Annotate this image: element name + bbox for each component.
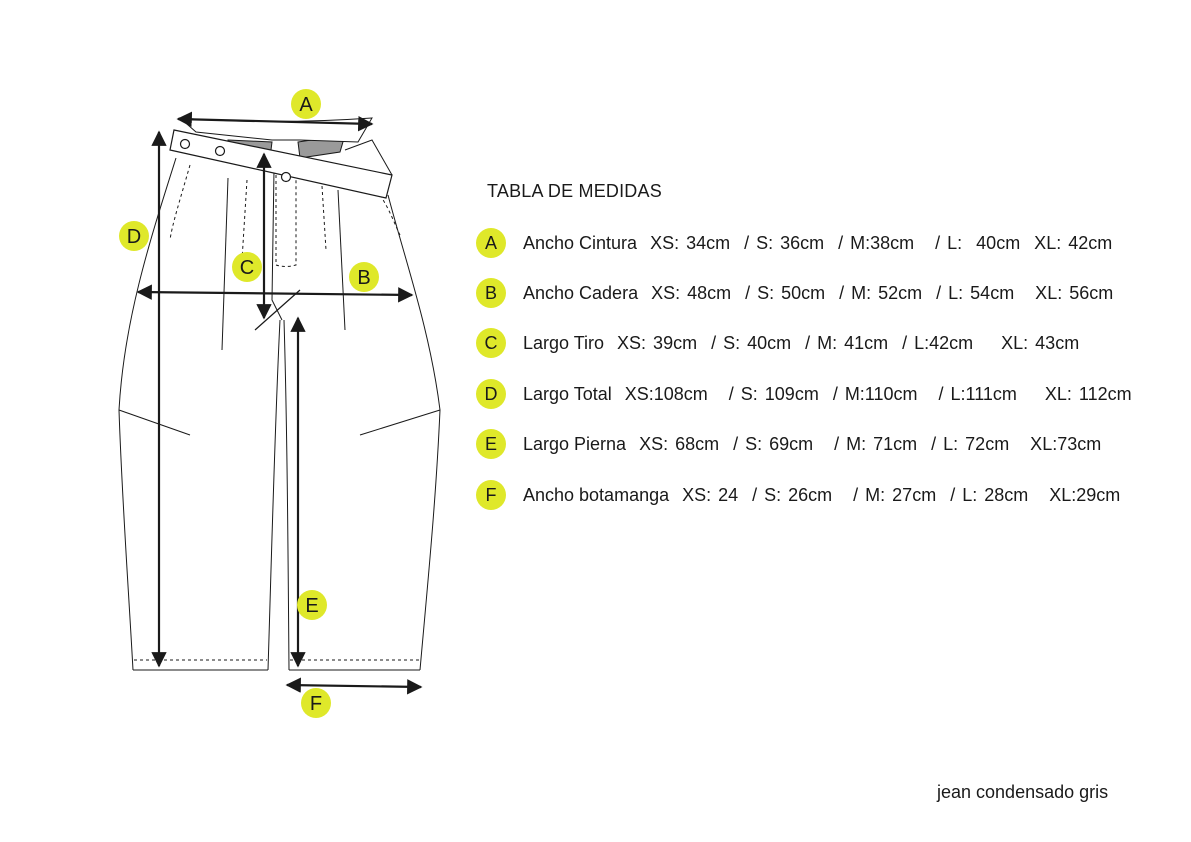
row-e-badge: E (476, 429, 506, 459)
badge-b (349, 262, 379, 292)
fly-stitching (276, 175, 296, 267)
row-f-label: Ancho botamanga (523, 484, 670, 505)
badge-a (291, 89, 321, 119)
arrow-f-hem-width (287, 685, 421, 687)
measurement-arrows (138, 119, 421, 687)
button-2 (216, 147, 225, 156)
badge-c (232, 252, 262, 282)
row-d-values: XS:108cm / S: 109cm / M:110cm / L:111cm XL: 112cm (624, 383, 1132, 404)
row-e-values: XS: 68cm / S: 69cm / M: 71cm / L: 72cm XL:73cm (639, 433, 1102, 454)
product-name: jean condensado gris (937, 782, 1109, 802)
right-leg-inner-seam (284, 320, 289, 670)
right-leg-outer-seam (388, 195, 440, 670)
pants-outline (119, 158, 440, 670)
measurement-row-a (476, 227, 1112, 259)
row-b-badge: B (476, 278, 506, 308)
row-a-badge: A (476, 228, 506, 258)
measurement-row-d (476, 378, 1132, 410)
arrow-b-hip (138, 292, 412, 295)
waistband (170, 118, 392, 198)
measurement-row-b (476, 277, 1113, 309)
row-c-badge: C (476, 328, 506, 358)
row-f-badge: F (476, 480, 506, 510)
button-3 (282, 173, 291, 182)
left-hip-fold (119, 410, 190, 435)
crotch-curve (272, 170, 282, 320)
row-c-values: XS: 39cm / S: 40cm / M: 41cm / L:42cm XL: 43cm (617, 332, 1080, 353)
row-a-label: Ancho Cintura (523, 232, 638, 253)
badge-e (297, 590, 327, 620)
left-pleat-2 (242, 180, 247, 260)
row-c-label: Largo Tiro (523, 332, 605, 353)
row-b-label: Ancho Cadera (523, 282, 639, 303)
left-pocket-stitch (170, 165, 190, 240)
row-d-label: Largo Total (523, 383, 612, 404)
left-pleat-1 (222, 178, 228, 350)
row-f-values: XS: 24 / S: 26cm / M: 27cm / L: 28cm XL:29cm (682, 484, 1121, 505)
badge-b-letter: B (357, 267, 371, 289)
measurement-row-e (476, 428, 1101, 460)
badge-c-letter: C (239, 257, 255, 279)
measurement-row-f (476, 479, 1120, 511)
measurement-row-c (476, 327, 1079, 359)
right-hip-fold (360, 410, 440, 435)
right-pleat-1 (338, 190, 345, 330)
row-d-badge: D (476, 379, 506, 409)
row-b-values: XS: 48cm / S: 50cm / M: 52cm / L: 54cm XL: 56cm (651, 282, 1114, 303)
crotch-tick (255, 290, 300, 330)
left-leg-inner-seam (268, 320, 280, 670)
row-a-values: XS: 34cm / S: 36cm / M:38cm / L: 40cm XL: 42cm (650, 232, 1113, 253)
badge-e-letter: E (305, 595, 319, 617)
right-pleat-2 (322, 186, 326, 250)
badge-d (119, 221, 149, 251)
button-1 (181, 140, 190, 149)
badge-f-letter: F (309, 693, 323, 715)
size-table-title: TABLA DE MEDIDAS (487, 181, 662, 201)
badge-d-letter: D (126, 226, 142, 248)
badge-f (301, 688, 331, 718)
row-e-label: Largo Pierna (523, 433, 627, 454)
badge-a-letter: A (299, 94, 313, 116)
